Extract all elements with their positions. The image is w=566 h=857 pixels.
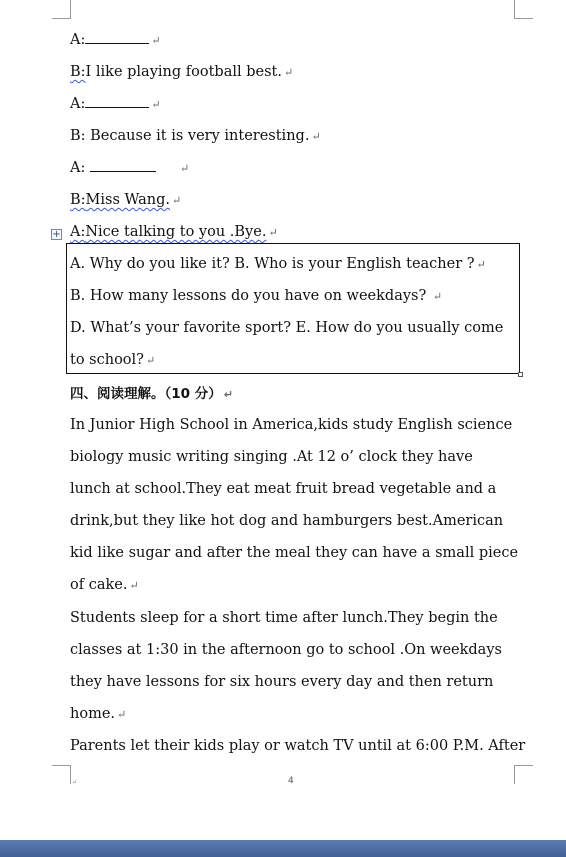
reading-line [70, 479, 496, 499]
dialogue-text: I like playing football best. [85, 64, 282, 80]
dialogue-line-3 [70, 94, 161, 115]
reading-line [70, 736, 525, 756]
dialogue-line-7 [70, 222, 278, 243]
paragraph-mark: ↵ [117, 708, 127, 721]
table-resize-handle[interactable] [518, 372, 523, 377]
dialogue-text: Nice talking to you .Bye. [85, 224, 267, 240]
reading-text: kid like sugar and after the meal they can have a small piece [70, 545, 519, 561]
paragraph-mark: ↵ [172, 194, 182, 207]
speaker-answer [70, 192, 170, 208]
dialogue-text: Miss Wang. [85, 192, 171, 208]
answer-blank[interactable] [85, 31, 149, 44]
option-text: D. What’s your favorite sport? E. How do you usually come [70, 320, 504, 336]
status-bar [0, 840, 566, 857]
dialogue-line-6 [70, 190, 181, 211]
reading-line [70, 608, 498, 628]
option-line-2 [70, 286, 442, 307]
speaker-answer [70, 224, 266, 240]
reading-line [70, 704, 126, 725]
reading-text: Parents let their kids play or watch TV until at 6:00 P.M. After [70, 738, 526, 754]
paragraph-mark: ↵ [223, 388, 233, 401]
section-heading-text: 四、阅读理解。（10 分） [70, 386, 222, 402]
reading-text: In Junior High School in America,kids study English science [70, 417, 513, 433]
option-text: to school? [70, 352, 144, 368]
reading-text: classes at 1:30 in the afternoon go to school .On weekdays [70, 642, 502, 658]
dialogue-text: Because it is very interesting. [85, 128, 310, 144]
footer-paragraph-mark: ↵ [72, 779, 78, 786]
speaker-label: A: [70, 32, 86, 48]
speaker-label: A: [70, 96, 86, 112]
paragraph-mark: ↵ [151, 34, 161, 47]
page-corner-bottom-right [514, 765, 533, 784]
paragraph-mark: ↵ [151, 98, 161, 111]
paragraph-mark: ↵ [129, 579, 139, 592]
paragraph-mark: ↵ [179, 162, 190, 175]
paragraph-mark: ↵ [476, 258, 486, 271]
reading-text: Students sleep for a short time after lunch.They begin the [70, 610, 498, 626]
speaker-label: B: [70, 64, 86, 80]
reading-line [70, 575, 139, 596]
reading-line [70, 511, 503, 531]
section-heading [70, 384, 233, 405]
table-move-handle-icon[interactable]: + [52, 229, 61, 240]
dialogue-line-5 [70, 158, 189, 179]
reading-line [70, 415, 512, 435]
option-line-1 [70, 254, 486, 275]
page-number: 4 [288, 776, 294, 786]
reading-line [70, 672, 493, 692]
page-corner-bottom-left [52, 765, 71, 784]
paragraph-mark: ↵ [268, 226, 278, 239]
reading-line [70, 640, 502, 660]
option-text: A. Why do you like it? B. Who is your English teacher ? [70, 256, 475, 272]
page-corner-top-left [52, 0, 71, 19]
dialogue-line-1 [70, 30, 161, 51]
reading-text: they have lessons for six hours every day and then return [70, 674, 494, 690]
dialogue-line-4 [70, 126, 321, 147]
reading-line [70, 543, 518, 563]
reading-text: of cake. [70, 577, 128, 593]
reading-text: biology music writing singing .At 12 o’ clock they have [70, 449, 473, 465]
speaker-label: A: [70, 160, 86, 176]
dialogue-line-2 [70, 62, 293, 83]
reading-text: home. [70, 706, 116, 722]
page-corner-top-right [514, 0, 533, 19]
answer-blank[interactable] [85, 95, 149, 108]
speaker-label: A: [70, 224, 86, 240]
paragraph-mark: ↵ [283, 66, 294, 79]
speaker-label: B: [70, 192, 86, 208]
paragraph-mark: ↵ [311, 130, 321, 143]
reading-line [70, 447, 473, 467]
reading-text: lunch at school.They eat meat fruit bread vegetable and a [70, 481, 497, 497]
paragraph-mark: ↵ [145, 354, 156, 367]
reading-text: drink,but they like hot dog and hamburgers best.American [70, 513, 504, 529]
option-line-4 [70, 350, 155, 371]
option-line-3 [70, 318, 503, 338]
option-text: B. How many lessons do you have on weekdays? [70, 288, 431, 304]
paragraph-mark: ↵ [432, 290, 443, 303]
speaker-label: B: [70, 128, 86, 144]
answer-blank[interactable] [90, 159, 156, 172]
